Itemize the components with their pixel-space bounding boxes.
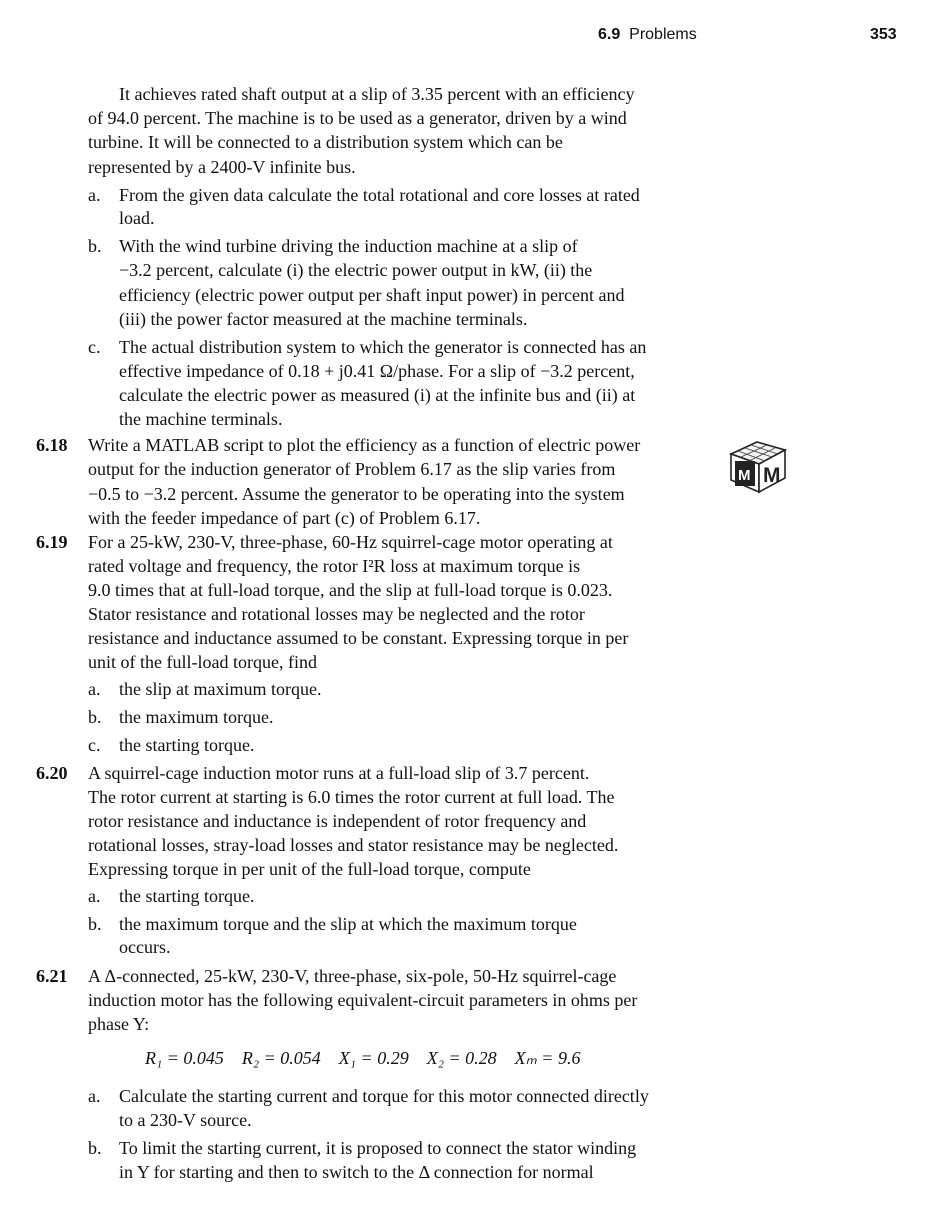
section-title: Problems — [629, 26, 697, 43]
text-line: the starting torque. — [119, 886, 255, 906]
text-line: of 94.0 percent. The machine is to be used as a generator, driven by a wind — [88, 108, 627, 128]
svg-text:M: M — [763, 464, 781, 487]
text-line: The actual distribution system to which the generator is connected has an — [119, 337, 647, 357]
text-line: rated voltage and frequency, the rotor I²R loss at maximum torque is — [88, 556, 581, 576]
text-line: output for the induction generator of Problem 6.17 as the slip varies from — [88, 459, 616, 479]
text-line: From the given data calculate the total rotational and core losses at rated — [119, 185, 640, 205]
text-line: phase Y: — [88, 1014, 150, 1034]
text-line: Stator resistance and rotational losses may be neglected and the rotor — [88, 604, 585, 624]
text-line: the maximum torque. — [119, 707, 274, 727]
text-line: the machine terminals. — [119, 409, 283, 429]
text-line: (iii) the power factor measured at the machine terminals. — [119, 309, 528, 329]
text-line: in Y for starting and then to switch to the Δ connection for normal — [119, 1162, 594, 1182]
text-line: resistance and inductance assumed to be constant. Expressing torque in per — [88, 628, 629, 648]
svg-text:M: M — [738, 467, 751, 484]
problem-number: 6.18 — [36, 435, 68, 455]
text-line: Expressing torque in per unit of the full-load torque, compute — [88, 859, 531, 879]
item-label: a. — [88, 185, 101, 205]
item-label: a. — [88, 886, 101, 906]
text-line: The rotor current at starting is 6.0 times the rotor current at full load. The — [88, 787, 615, 807]
text-line: induction motor has the following equivalent-circuit parameters in ohms per — [88, 990, 638, 1010]
section-heading — [598, 26, 697, 44]
text-line: represented by a 2400-V infinite bus. — [88, 157, 356, 177]
matlab-cube-icon — [727, 436, 789, 494]
text-line: A squirrel-cage induction motor runs at a full-load slip of 3.7 percent. — [88, 763, 590, 783]
text-line: rotor resistance and inductance is independent of rotor frequency and — [88, 811, 587, 831]
text-line: To limit the starting current, it is proposed to connect the stator winding — [119, 1138, 637, 1158]
page-number: 353 — [870, 26, 897, 43]
parameter-equation: R₁ = 0.045 R₂ = 0.054 X₁ = 0.29 X₂ = 0.28 Xₘ = 9.6 — [145, 1048, 581, 1068]
text-line: occurs. — [119, 937, 171, 957]
text-line: calculate the electric power as measured (i) at the infinite bus and (ii) at — [119, 385, 636, 405]
text-line: turbine. It will be connected to a distribution system which can be — [88, 132, 563, 152]
text-line: the maximum torque and the slip at which the maximum torque — [119, 914, 577, 934]
item-label: a. — [88, 679, 101, 699]
text-line: load. — [119, 208, 155, 228]
text-line: It achieves rated shaft output at a slip of 3.35 percent with an efficiency — [119, 84, 635, 104]
text-line: with the feeder impedance of part (c) of Problem 6.17. — [88, 508, 481, 528]
text-line: With the wind turbine driving the induction machine at a slip of — [119, 236, 578, 256]
item-label: b. — [88, 1138, 102, 1158]
item-label: c. — [88, 735, 101, 755]
section-number: 6.9 — [598, 26, 621, 43]
text-line: efficiency (electric power output per shaft input power) in percent and — [119, 285, 625, 305]
problem-number: 6.21 — [36, 966, 68, 986]
item-label: b. — [88, 914, 102, 934]
text-line: A Δ-connected, 25-kW, 230-V, three-phase, six-pole, 50-Hz squirrel-cage — [88, 966, 617, 986]
text-line: 9.0 times that at full-load torque, and the slip at full-load torque is 0.023. — [88, 580, 613, 600]
text-line: Calculate the starting current and torque for this motor connected directly — [119, 1086, 649, 1106]
problem-number: 6.20 — [36, 763, 68, 783]
text-line: effective impedance of 0.18 + j0.41 Ω/phase. For a slip of −3.2 percent, — [119, 361, 635, 381]
text-line: to a 230-V source. — [119, 1110, 252, 1130]
item-label: b. — [88, 236, 102, 256]
text-line: the starting torque. — [119, 735, 255, 755]
text-line: −0.5 to −3.2 percent. Assume the generator to be operating into the system — [88, 484, 625, 504]
problem-number: 6.19 — [36, 532, 68, 552]
item-label: c. — [88, 337, 101, 357]
item-label: b. — [88, 707, 102, 727]
text-line: unit of the full-load torque, find — [88, 652, 317, 672]
text-line: −3.2 percent, calculate (i) the electric power output in kW, (ii) the — [119, 260, 593, 280]
text-line: rotational losses, stray-load losses and stator resistance may be neglected. — [88, 835, 619, 855]
text-line: For a 25-kW, 230-V, three-phase, 60-Hz squirrel-cage motor operating at — [88, 532, 613, 552]
text-line: Write a MATLAB script to plot the efficiency as a function of electric power — [88, 435, 641, 455]
item-label: a. — [88, 1086, 101, 1106]
text-line: the slip at maximum torque. — [119, 679, 322, 699]
